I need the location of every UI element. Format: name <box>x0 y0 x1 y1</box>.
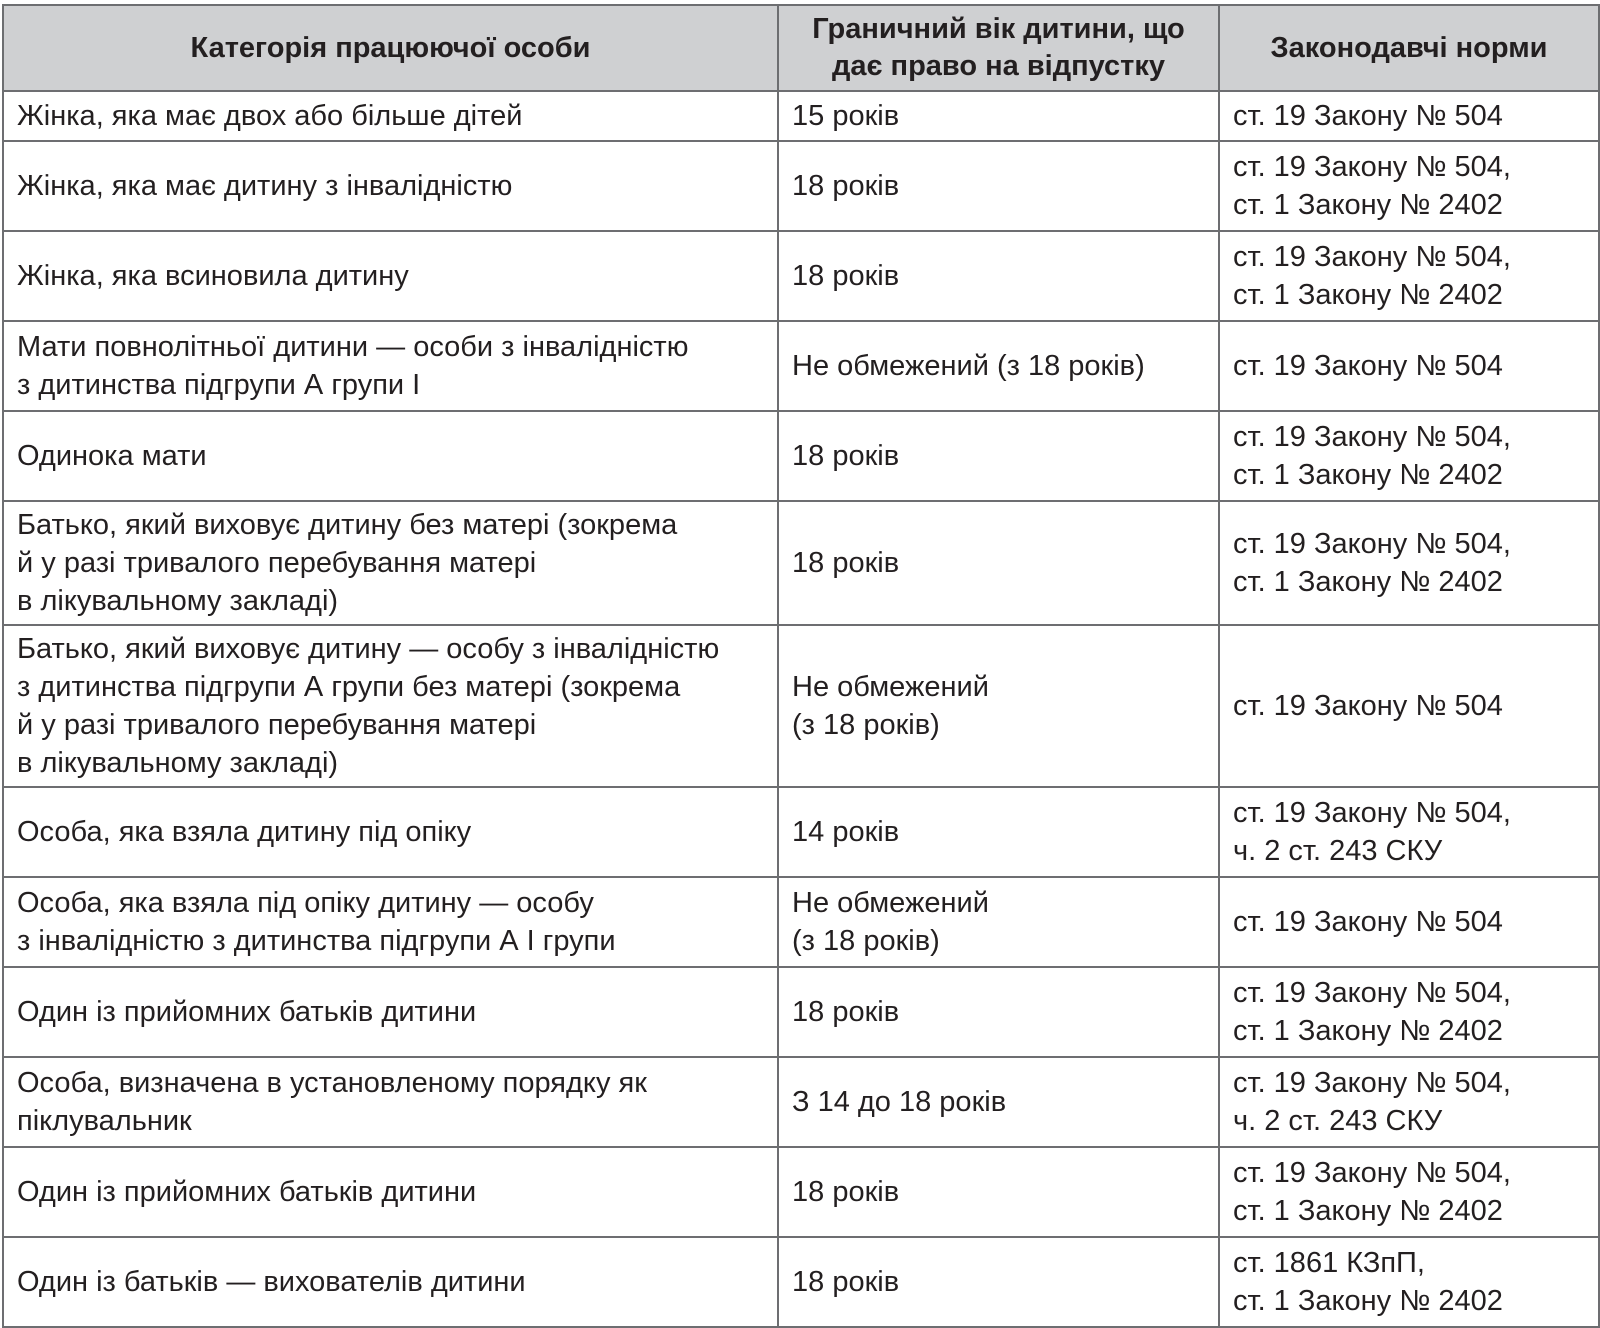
cell-age-limit: Не обмежений (з 18 років) <box>778 877 1219 967</box>
table-row <box>3 787 1599 877</box>
cell-category: Один із прийомних батьків дитини <box>3 1147 778 1237</box>
cell-age-limit: 15 років <box>778 91 1219 141</box>
cell-category: Одинока мати <box>3 411 778 501</box>
cell-age-limit: 18 років <box>778 231 1219 321</box>
leave-eligibility-table-container <box>2 4 1598 1328</box>
table-row <box>3 91 1599 141</box>
cell-legal-norms: ст. 19 Закону № 504 <box>1219 625 1599 787</box>
leave-eligibility-table <box>2 4 1600 1328</box>
cell-legal-norms: ст. 19 Закону № 504, ст. 1 Закону № 2402 <box>1219 411 1599 501</box>
table-header <box>3 5 1599 91</box>
table-row <box>3 967 1599 1057</box>
table-row <box>3 411 1599 501</box>
table-row <box>3 877 1599 967</box>
table-row <box>3 1237 1599 1327</box>
table-row <box>3 321 1599 411</box>
table-body <box>3 91 1599 1327</box>
cell-legal-norms: ст. 19 Закону № 504, ч. 2 ст. 243 СКУ <box>1219 787 1599 877</box>
table-row <box>3 141 1599 231</box>
table-row <box>3 501 1599 625</box>
column-header-category: Категорія працюючої особи <box>3 5 778 91</box>
cell-age-limit: 14 років <box>778 787 1219 877</box>
cell-age-limit: З 14 до 18 років <box>778 1057 1219 1147</box>
cell-category: Батько, який виховує дитину без матері (зокрема й у разі тривалого перебування матері в лікувальному закладі) <box>3 501 778 625</box>
cell-legal-norms: ст. 19 Закону № 504, ст. 1 Закону № 2402 <box>1219 141 1599 231</box>
cell-legal-norms: ст. 19 Закону № 504 <box>1219 91 1599 141</box>
cell-category: Особа, визначена в установленому порядку як піклувальник <box>3 1057 778 1147</box>
table-row <box>3 231 1599 321</box>
header-row <box>3 5 1599 91</box>
cell-legal-norms: ст. 19 Закону № 504, ст. 1 Закону № 2402 <box>1219 231 1599 321</box>
cell-age-limit: 18 років <box>778 501 1219 625</box>
cell-category: Особа, яка взяла під опіку дитину — особу з інвалідністю з дитинства підгрупи А I групи <box>3 877 778 967</box>
cell-legal-norms: ст. 19 Закону № 504 <box>1219 321 1599 411</box>
cell-category: Жінка, яка всиновила дитину <box>3 231 778 321</box>
table-row <box>3 1147 1599 1237</box>
cell-category: Мати повнолітньої дитини — особи з інвалідністю з дитинства підгрупи А групи I <box>3 321 778 411</box>
cell-category: Один із батьків — вихователів дитини <box>3 1237 778 1327</box>
cell-age-limit: 18 років <box>778 967 1219 1057</box>
cell-age-limit: Не обмежений (з 18 років) <box>778 625 1219 787</box>
cell-category: Батько, який виховує дитину — особу з інвалідністю з дитинства підгрупи А групи без матері (зокрема й у разі тривалого перебування матері в лікувальному закладі) <box>3 625 778 787</box>
cell-age-limit: 18 років <box>778 1237 1219 1327</box>
column-header-age-limit: Граничний вік дитини, що дає право на відпустку <box>778 5 1219 91</box>
cell-age-limit: 18 років <box>778 141 1219 231</box>
cell-legal-norms: ст. 19 Закону № 504, ст. 1 Закону № 2402 <box>1219 967 1599 1057</box>
cell-age-limit: Не обмежений (з 18 років) <box>778 321 1219 411</box>
cell-legal-norms: ст. 19 Закону № 504, ст. 1 Закону № 2402 <box>1219 1147 1599 1237</box>
cell-category: Жінка, яка має двох або більше дітей <box>3 91 778 141</box>
cell-category: Жінка, яка має дитину з інвалідністю <box>3 141 778 231</box>
cell-age-limit: 18 років <box>778 411 1219 501</box>
cell-legal-norms: ст. 1861 КЗпП, ст. 1 Закону № 2402 <box>1219 1237 1599 1327</box>
table-row <box>3 625 1599 787</box>
cell-category: Один із прийомних батьків дитини <box>3 967 778 1057</box>
cell-age-limit: 18 років <box>778 1147 1219 1237</box>
cell-legal-norms: ст. 19 Закону № 504 <box>1219 877 1599 967</box>
cell-category: Особа, яка взяла дитину під опіку <box>3 787 778 877</box>
table-row <box>3 1057 1599 1147</box>
cell-legal-norms: ст. 19 Закону № 504, ст. 1 Закону № 2402 <box>1219 501 1599 625</box>
cell-legal-norms: ст. 19 Закону № 504, ч. 2 ст. 243 СКУ <box>1219 1057 1599 1147</box>
column-header-legal-norms: Законодавчі норми <box>1219 5 1599 91</box>
